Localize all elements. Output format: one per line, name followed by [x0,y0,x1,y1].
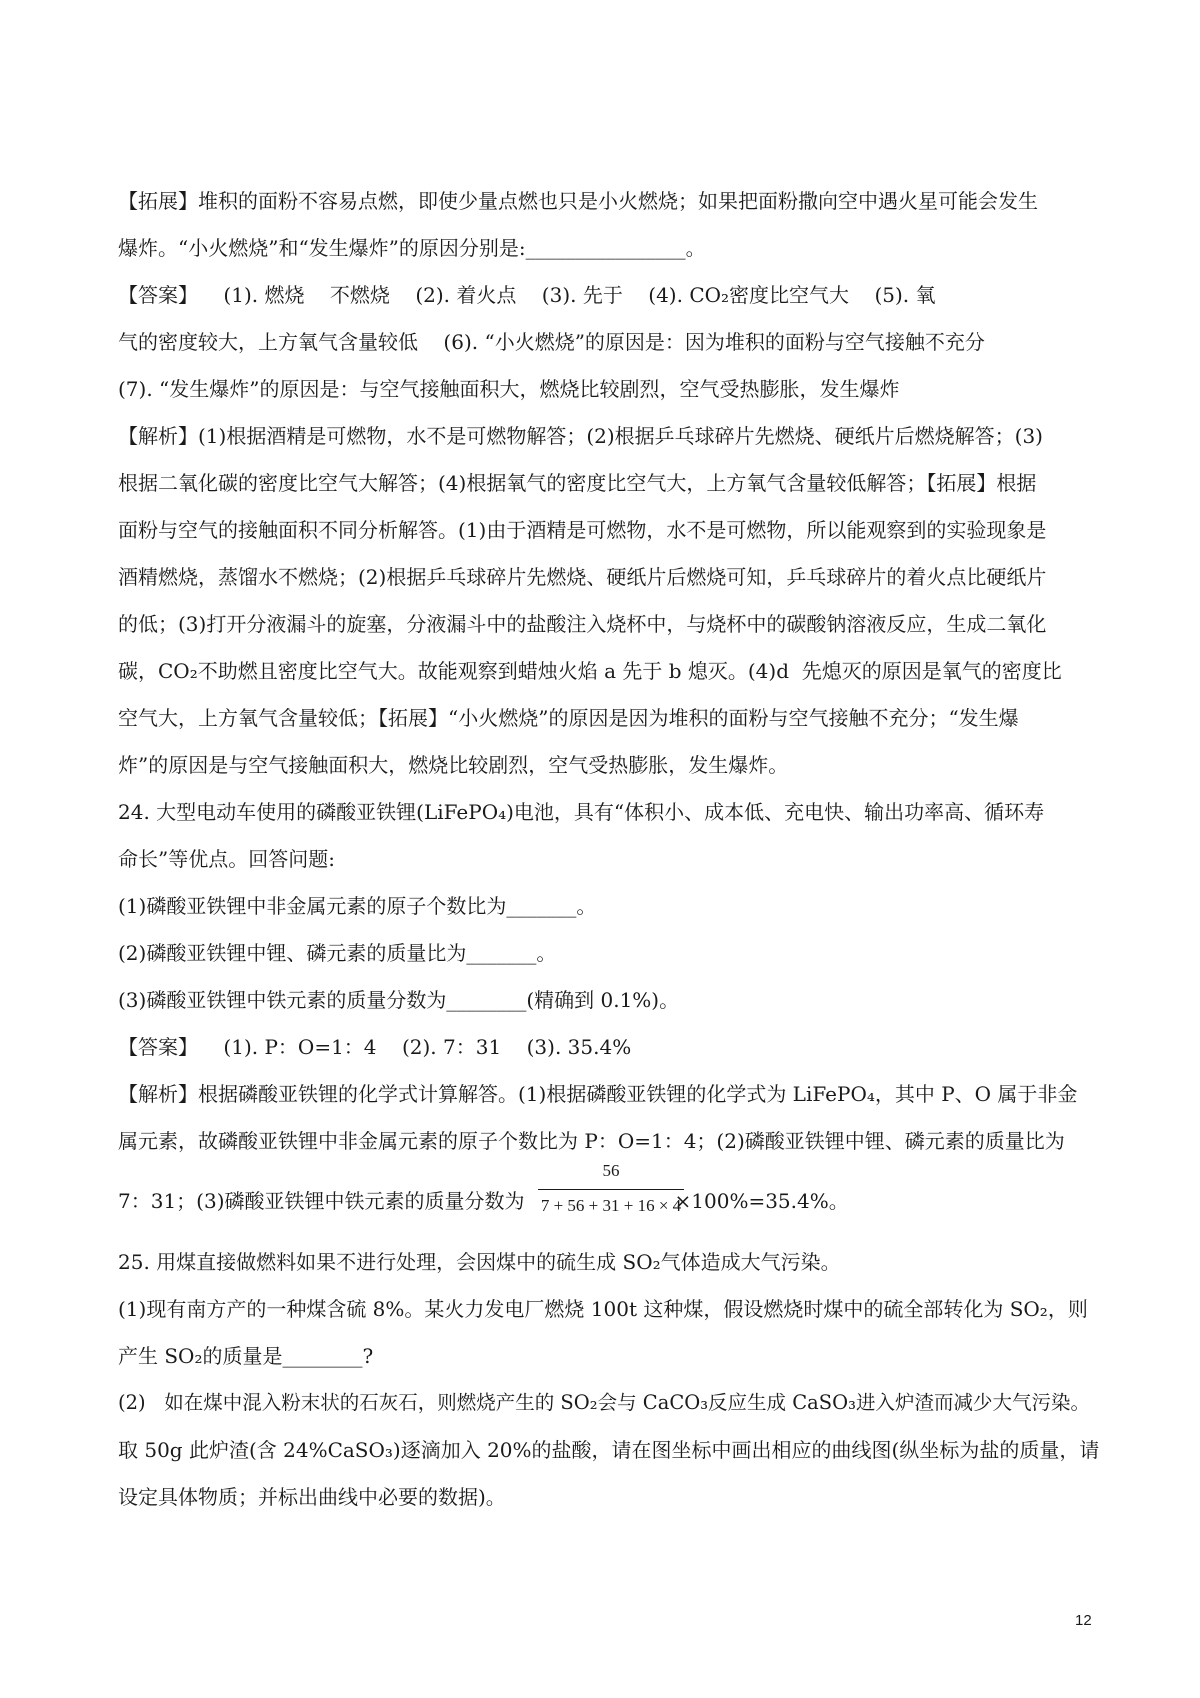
answer-line: 【答案】 (1). 燃烧 不燃烧 (2). 着火点 (3). 先于 (4). CO₂密度比空气大 (5). 氧 [118,283,936,307]
question-line: 命长”等优点。回答问题: [118,847,335,871]
fraction-denominator: 7 + 56 + 31 + 16 × 4 [540,1196,682,1215]
analysis-line: 酒精燃烧，蒸馏水不燃烧；(2)根据乒乓球碎片先燃烧、硬纸片后燃烧可知，乒乓球碎片的着火点比硬纸片 [118,565,1047,589]
question-line: (1)现有南方产的一种煤含硫 8%。某火力发电厂燃烧 100t 这种煤，假设燃烧时煤中的硫全部转化为 SO₂，则 [118,1297,1088,1321]
analysis-line: 炸”的原因是与空气接触面积大，燃烧比较剧烈，空气受热膨胀，发生爆炸。 [118,753,789,777]
question-line: (2) 如在煤中混入粉末状的石灰石，则燃烧产生的 SO₂会与 CaCO₃反应生成 CaSO₃进入炉渣而减少大气污染。 [118,1391,1090,1414]
page-number: 12 [1075,1612,1092,1629]
question-line: 24. 大型电动车使用的磷酸亚铁锂(LiFePO₄)电池，具有“体积小、成本低、充电快、输出功率高、循环寿 [118,800,1045,824]
analysis-line: 【解析】(1)根据酒精是可燃物，水不是可燃物解答；(2)根据乒乓球碎片先燃烧、硬纸片后燃烧解答；(3) [118,424,1043,448]
analysis-line: 面粉与空气的接触面积不同分析解答。(1)由于酒精是可燃物，水不是可燃物，所以能观察到的实验现象是 [118,518,1047,542]
fraction-numerator: 56 [602,1161,620,1180]
analysis-line: 属元素，故磷酸亚铁锂中非金属元素的原子个数比为 P：O=1：4；(2)磷酸亚铁锂中锂、磷元素的质量比为 [118,1129,1065,1153]
answer-line: (7). “发生爆炸”的原因是：与空气接触面积大，燃烧比较剧烈，空气受热膨胀，发生爆炸 [118,377,900,401]
question-line: 设定具体物质；并标出曲线中必要的数据)。 [118,1485,506,1509]
answer-line: 【答案】 (1). P：O=1：4 (2). 7：31 (3). 35.4% [118,1035,632,1059]
answer-line: 气的密度较大，上方氧气含量较低 (6). “小火燃烧”的原因是：因为堆积的面粉与空气接触不充分 [118,330,985,354]
analysis-line: 的低；(3)打开分液漏斗的旋塞，分液漏斗中的盐酸注入烧杯中，与烧杯中的碳酸钠溶液反应，生成二氧化 [118,612,1047,636]
question-line: 25. 用煤直接做燃料如果不进行处理，会因煤中的硫生成 SO₂气体造成大气污染。 [118,1250,841,1274]
analysis-line: 【解析】根据磷酸亚铁锂的化学式计算解答。(1)根据磷酸亚铁锂的化学式为 LiFePO₄，其中 P、O 属于非金 [118,1082,1078,1106]
question-line: 产生 SO₂的质量是________? [118,1344,374,1368]
question-line: (3)磷酸亚铁锂中铁元素的质量分数为________(精确到 0.1%)。 [118,988,680,1012]
question-line: 取 50g 此炉渣(含 24%CaSO₃)逐滴加入 20%的盐酸，请在图坐标中画出相应的曲线图(纵坐标为盐的质量，请 [118,1438,1100,1462]
analysis-line: 碳，CO₂不助燃且密度比空气大。故能观察到蜡烛火焰 a 先于 b 熄灭。(4)d 先熄灭的原因是氧气的密度比 [118,659,1062,683]
formula-prefix: 7：31；(3)磷酸亚铁锂中铁元素的质量分数为 [118,1189,525,1213]
analysis-line: 根据二氧化碳的密度比空气大解答；(4)根据氧气的密度比空气大，上方氧气含量较低解答；【拓展】根据 [118,471,1037,495]
text-line: 【拓展】堆积的面粉不容易点燃，即使少量点燃也只是小火燃烧；如果把面粉撒向空中遇火星可能会发生 [118,189,1038,213]
formula-line [118,1186,849,1216]
text-line: 爆炸。“小火燃烧”和“发生爆炸”的原因分别是:________________。 [118,236,706,260]
fraction-bar [538,1189,684,1190]
question-line: (2)磷酸亚铁锂中锂、磷元素的质量比为_______。 [118,941,557,965]
analysis-line: 空气大，上方氧气含量较低；【拓展】“小火燃烧”的原因是因为堆积的面粉与空气接触不充分；“发生爆 [118,706,1019,730]
question-line: (1)磷酸亚铁锂中非金属元素的原子个数比为_______。 [118,894,597,918]
formula-suffix: ×100%=35.4%。 [674,1189,849,1213]
